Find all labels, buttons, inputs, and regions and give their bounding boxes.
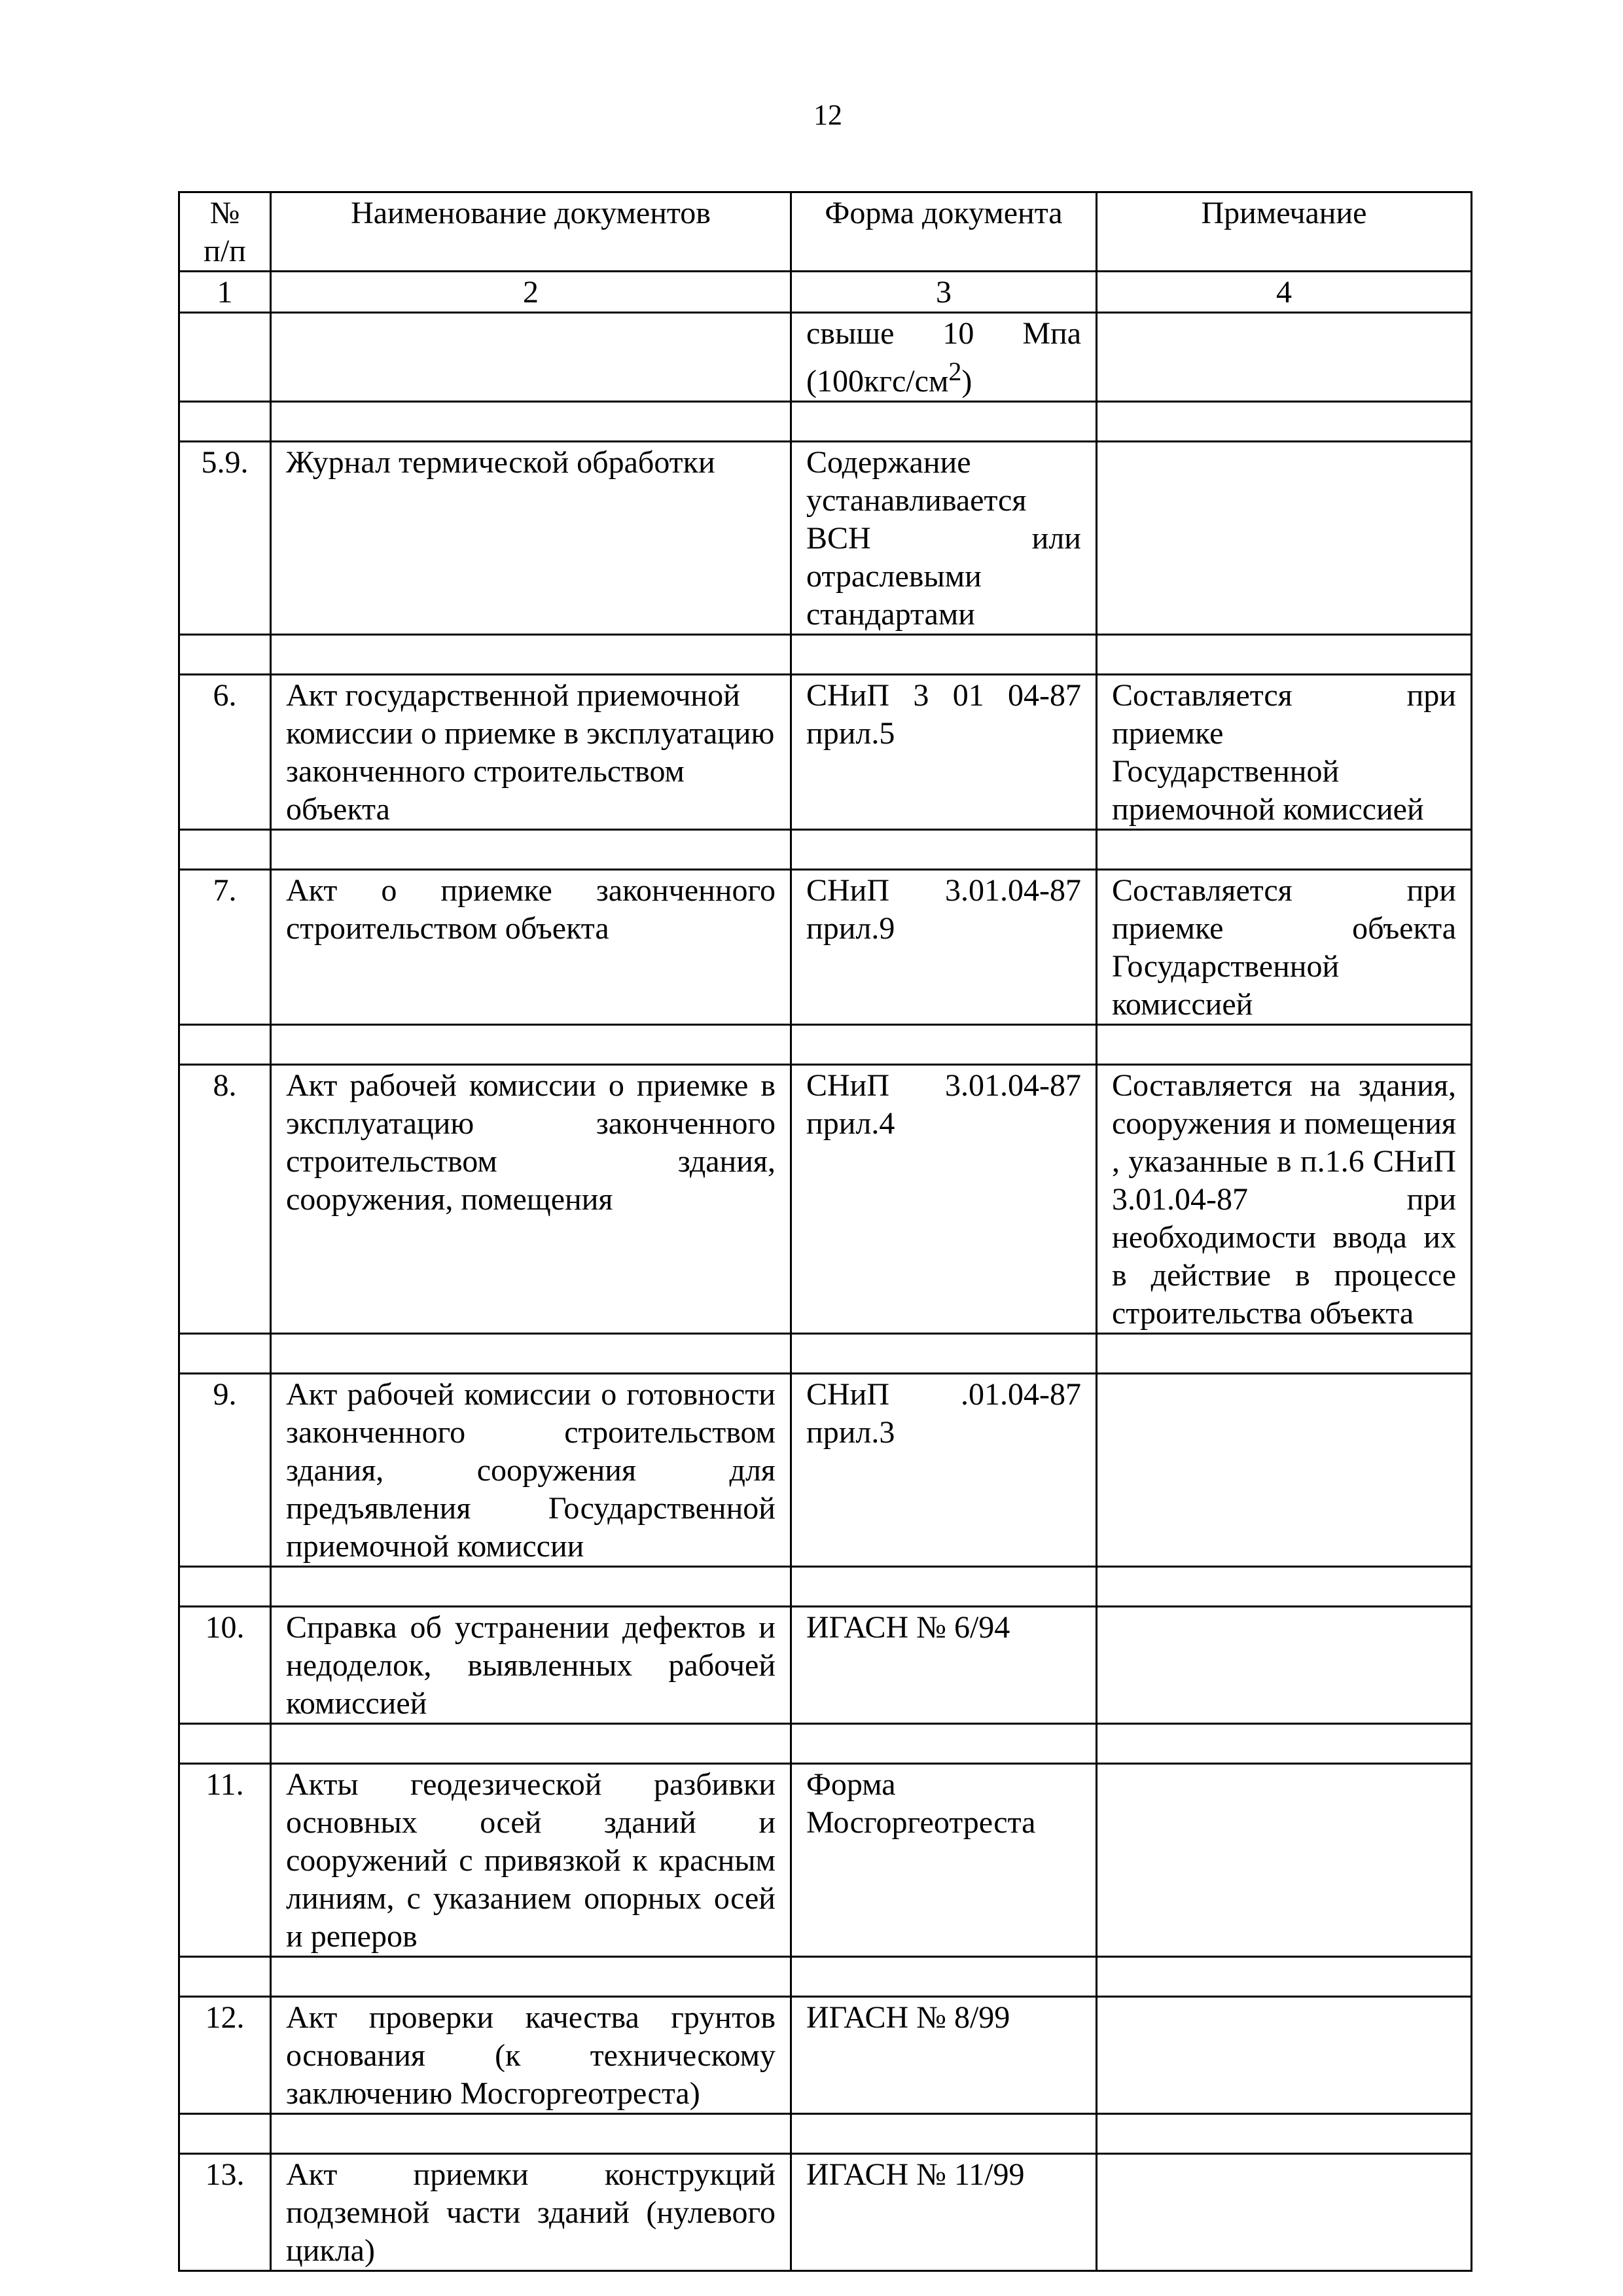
document-note	[1097, 1764, 1472, 1957]
row-number: 7.	[179, 870, 271, 1025]
table-row	[179, 442, 1472, 635]
row-number: 5.9.	[179, 442, 271, 635]
document-name: Акты геодезической разбивки основных осей зданий и сооружений с привязкой к красным линиям, с указанием опорных осей и реперов	[271, 1764, 791, 1957]
table-row	[179, 870, 1472, 1025]
document-form: СНиП 3.01.04-87 прил.4	[791, 1065, 1097, 1334]
document-form: ИГАСН № 6/94	[791, 1607, 1097, 1724]
document-form: Содержание устанавливается ВСН или отраслевыми стандартами	[791, 442, 1097, 635]
document-name: Акт рабочей комиссии о готовности законченного строительством здания, сооружения для предъявления Государственной приемочной комиссии	[271, 1374, 791, 1567]
continuation-form-end: )	[961, 364, 972, 399]
header-note: Примечание	[1097, 192, 1472, 272]
table-row	[179, 1997, 1472, 2114]
document-form: ИГАСН № 8/99	[791, 1997, 1097, 2114]
document-note	[1097, 2154, 1472, 2271]
column-number: 3	[791, 272, 1097, 313]
document-name: Акт рабочей комиссии о приемке в эксплуатацию законченного строительством здания, сооружения, помещения	[271, 1065, 791, 1334]
document-note: Составляется при приемке объекта Государственной комиссией	[1097, 870, 1472, 1025]
spacer-row	[179, 1334, 1472, 1374]
document-note	[1097, 442, 1472, 635]
table-row	[179, 1764, 1472, 1957]
column-number-row	[179, 272, 1472, 313]
table-row	[179, 313, 1472, 402]
header-name: Наименование документов	[271, 192, 791, 272]
table-row	[179, 2154, 1472, 2271]
document-form: ИГАСН № 11/99	[791, 2154, 1097, 2271]
document-note: Составляется при приемке Государственной приемочной комиссией	[1097, 675, 1472, 830]
document-name: Акт проверки качества грунтов основания (к техническому заключению Мосгоргеотреста)	[271, 1997, 791, 2114]
header-form: Форма документа	[791, 192, 1097, 272]
document-name: Акт приемки конструкций подземной части зданий (нулевого цикла)	[271, 2154, 791, 2271]
documents-table	[178, 191, 1472, 2272]
document-note: Составляется на здания, сооружения и помещения , указанные в п.1.6 СНиП 3.01.04-87 при необходимости ввода их в действие в процессе строительства объекта	[1097, 1065, 1472, 1334]
table-row	[179, 1607, 1472, 1724]
document-name: Журнал термической обработки	[271, 442, 791, 635]
table-header-row	[179, 192, 1472, 272]
column-number: 2	[271, 272, 791, 313]
column-number: 4	[1097, 272, 1472, 313]
document-name: Акт о приемке законченного строительством объекта	[271, 870, 791, 1025]
document-note	[1097, 1997, 1472, 2114]
row-number: 6.	[179, 675, 271, 830]
document-form: СНиП 3 01 04-87 прил.5	[791, 675, 1097, 830]
row-number: 9.	[179, 1374, 271, 1567]
spacer-row	[179, 830, 1472, 870]
column-number: 1	[179, 272, 271, 313]
table-row	[179, 675, 1472, 830]
spacer-row	[179, 402, 1472, 442]
table-row	[179, 1374, 1472, 1567]
spacer-row	[179, 1025, 1472, 1065]
spacer-row	[179, 1724, 1472, 1764]
document-form: СНиП 3.01.04-87 прил.9	[791, 870, 1097, 1025]
document-note	[1097, 1374, 1472, 1567]
row-number: 10.	[179, 1607, 271, 1724]
row-number: 12.	[179, 1997, 271, 2114]
document-note	[1097, 1607, 1472, 1724]
document-form: Форма Мосгоргеотреста	[791, 1764, 1097, 1957]
continuation-form-cell	[791, 313, 1097, 402]
spacer-row	[179, 1957, 1472, 1997]
row-number: 13.	[179, 2154, 271, 2271]
document-name: Акт государственной приемочной комиссии о приемке в эксплуатацию законченного строительством объекта	[271, 675, 791, 830]
spacer-row	[179, 2114, 1472, 2154]
continuation-form: свыше 10 Мпа (100кгс/см	[806, 316, 1081, 399]
row-number: 11.	[179, 1764, 271, 1957]
page-number: 12	[813, 99, 842, 131]
spacer-row	[179, 1567, 1472, 1607]
continuation-sup: 2	[948, 357, 962, 386]
spacer-row	[179, 635, 1472, 675]
table-row	[179, 1065, 1472, 1334]
row-number: 8.	[179, 1065, 271, 1334]
document-form: СНиП .01.04-87 прил.3	[791, 1374, 1097, 1567]
header-num: № п/п	[179, 192, 271, 272]
document-name: Справка об устранении дефектов и недоделок, выявленных рабочей комиссией	[271, 1607, 791, 1724]
